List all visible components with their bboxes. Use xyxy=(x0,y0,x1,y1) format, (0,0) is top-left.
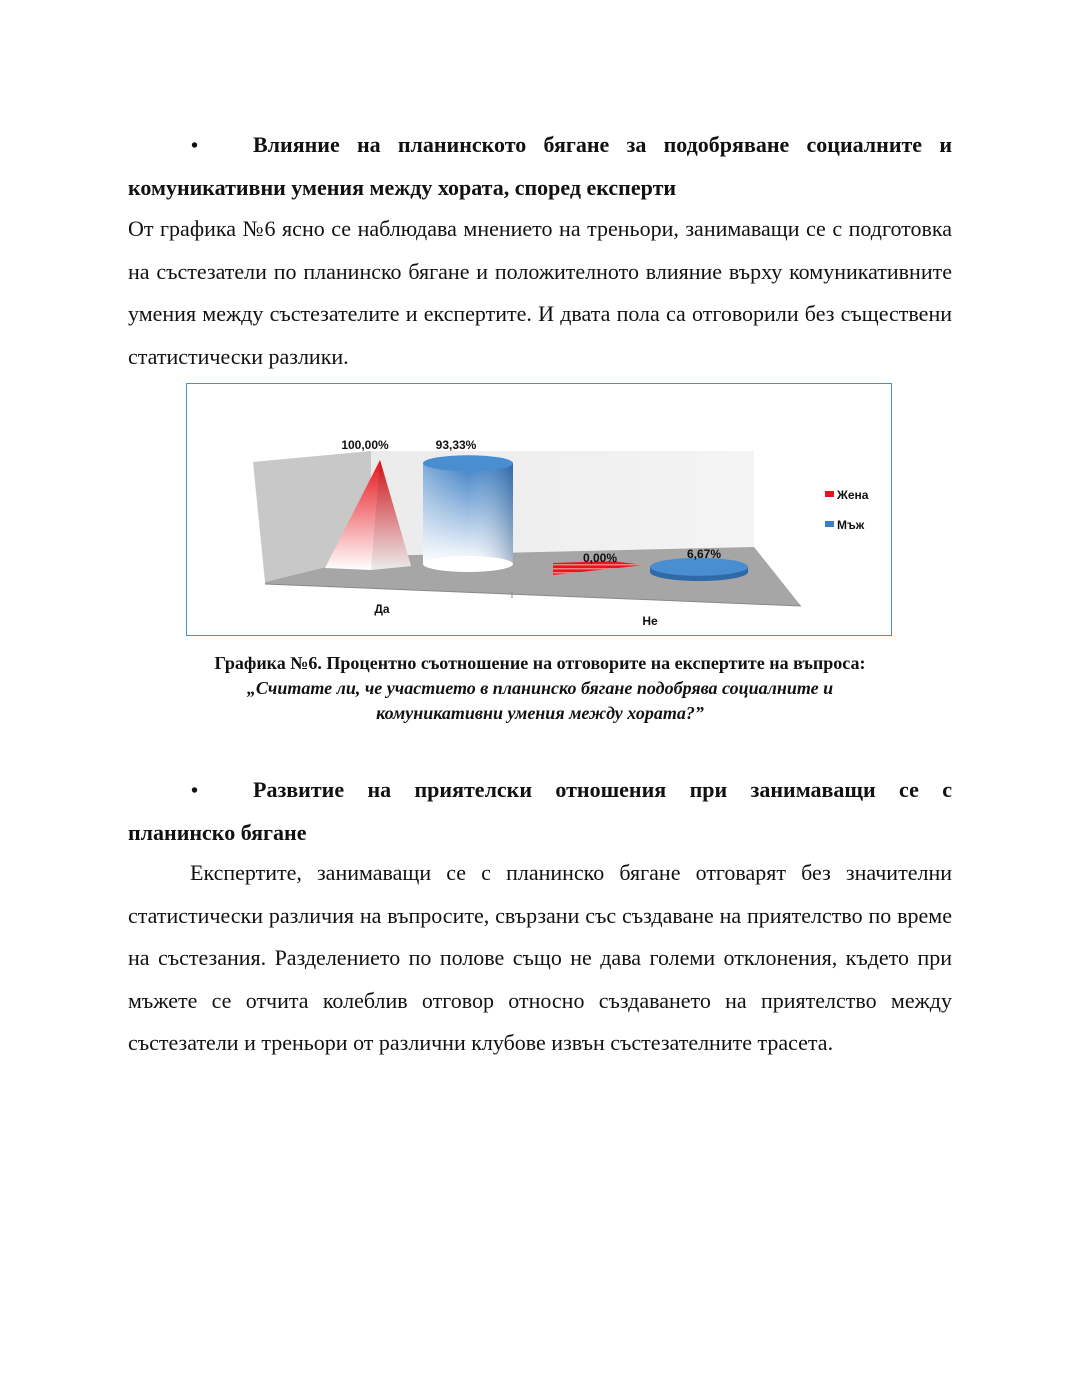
section1-heading-line1: Влияние на планинското бягане за подобряване социалните и xyxy=(253,132,952,157)
section2-heading xyxy=(128,769,952,854)
section1-heading-line2: комуникативни умения между хората, според експерти xyxy=(128,175,677,200)
bar-mazh-da-top xyxy=(423,455,513,471)
data-label-zhena-ne: 0,00% xyxy=(582,551,618,565)
section2-heading-line1: Развитие на приятелски отношения при занимаващи се с xyxy=(253,777,952,802)
legend-label-zhena: Жена xyxy=(837,488,869,502)
figure-caption xyxy=(128,651,952,726)
legend-label-mazh: Мъж xyxy=(837,518,865,532)
chart-svg xyxy=(187,384,893,637)
data-label-mazh-ne: 6,67% xyxy=(686,547,722,561)
data-label-zhena-da: 100,00% xyxy=(341,438,389,452)
bar-mazh-da-shade xyxy=(423,463,513,564)
chart-6 xyxy=(186,383,892,636)
caption-line1: Графика №6. Процентно съотношение на отговорите на експертите на въпроса: xyxy=(214,653,866,673)
section2-heading-line2: планинско бягане xyxy=(128,820,307,845)
legend-swatch-mazh xyxy=(825,521,834,527)
legend-swatch-zhena xyxy=(825,491,834,497)
caption-line2: „Считате ли, че участието в планинско бягане подобрява социалните и xyxy=(246,678,834,698)
section2-paragraph: Експертите, занимаващи се с планинско бягане отговарят без значителни статистически различия на въпросите, свързани със създаване на приятелство по време на състезания. Разделението по полове също не дава големи отклонения, където при мъжете се отчита колеблив отговор относно създаването на приятелство между състезатели и треньори от различни клубове извън състезателните трасета. xyxy=(128,860,952,1055)
caption-line3: комуникативни умения между хората?” xyxy=(376,703,704,723)
data-label-mazh-da: 93,33% xyxy=(435,438,477,453)
section1-paragraph: От графика №6 ясно се наблюдава мнението на треньори, занимаващи се с подготовка на състезатели по планинско бягане и положителното влияние върху комуникативните умения между състезателите и експертите. И двата пола са отговорили без съществени статистически разлики. xyxy=(128,216,952,369)
bullet-icon: • xyxy=(191,780,199,802)
category-label-ne: Не xyxy=(642,614,658,628)
section1-heading xyxy=(128,124,952,209)
category-label-da: Да xyxy=(374,602,390,616)
bar-mazh-da-base xyxy=(423,556,513,572)
bullet-icon: • xyxy=(191,135,199,157)
